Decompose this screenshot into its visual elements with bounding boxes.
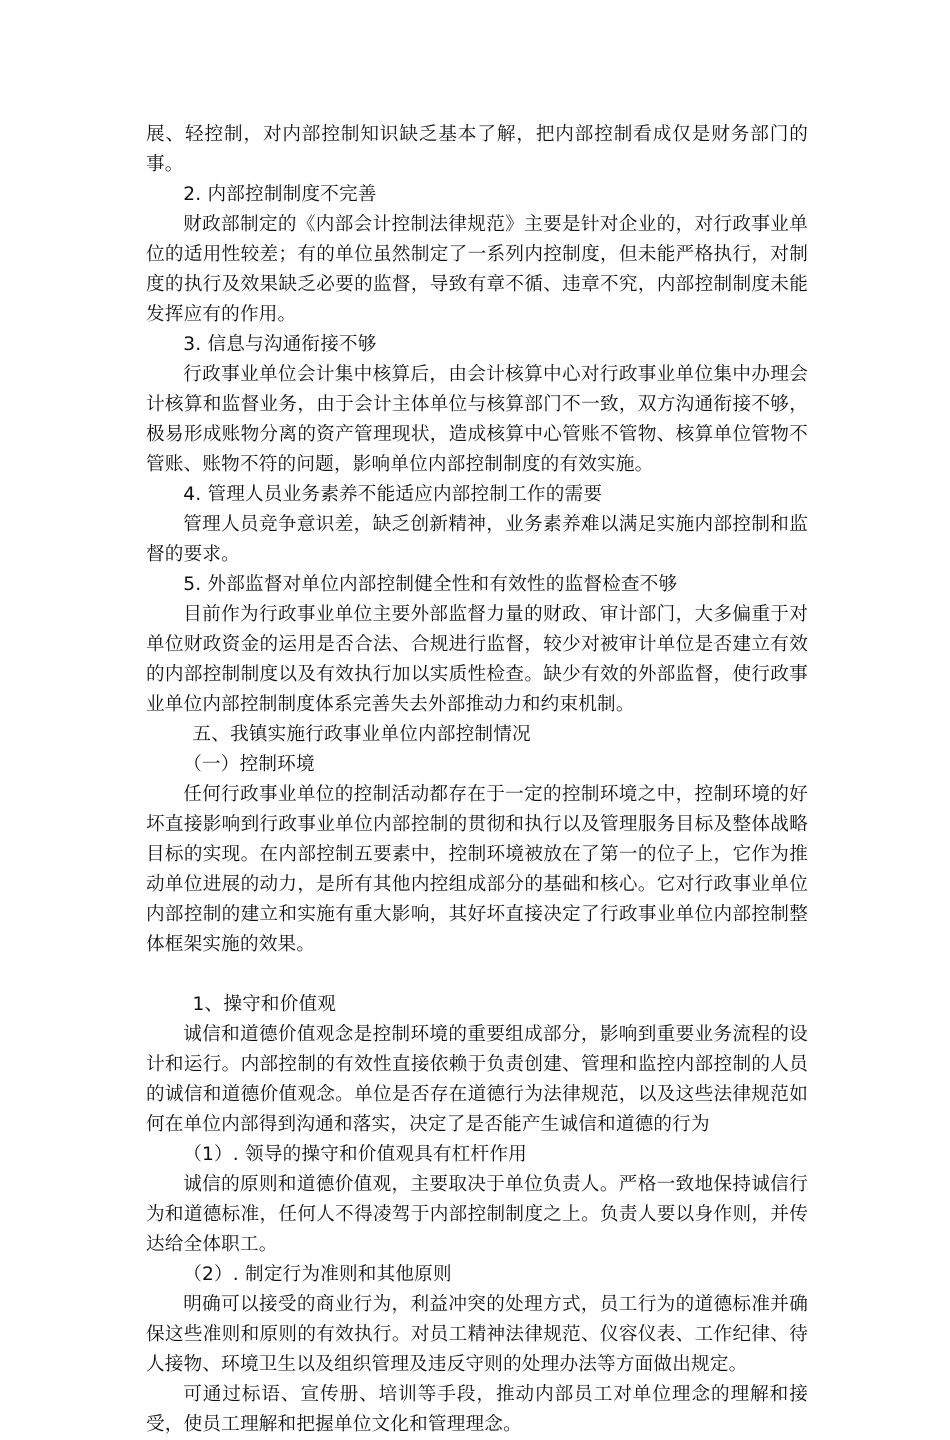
item-heading-integrity: 1、操守和价值观 bbox=[192, 994, 337, 1015]
paragraph-code-of-conduct: 明确可以接受的商业行为，利益冲突的处理方式，员工行为的道德标准并确保这些准则和原则的有效执行。对员工精神法律规范、仪容仪表、工作纪律、待人接物、环境卫生以及组织管理及违反守则的处理办法等方面做出规定。 bbox=[146, 1294, 808, 1375]
paragraph-information-communication: 行政事业单位会计集中核算后，由会计核算中心对行政事业单位集中办理会计核算和监督业务，由于会计主体单位与核算部门不一致，双方沟通衔接不够，极易形成账物分离的资产管理现状，造成核算中心管账不管物、核算单位管物不管账、账物不符的问题，影响单位内部控制制度的有效实施。 bbox=[146, 364, 808, 475]
subitem-heading-leadership: （1）. 领导的操守和价值观具有杠杆作用 bbox=[183, 1144, 527, 1165]
subitem-heading-code-of-conduct: （2）. 制定行为准则和其他原则 bbox=[183, 1264, 452, 1285]
heading-information-communication: 3. 信息与沟通衔接不够 bbox=[183, 334, 377, 355]
paragraph-control-environment: 任何行政事业单位的控制活动都存在于一定的控制环境之中，控制环境的好坏直接影响到行政事业单位内部控制的贯彻和执行以及管理服务目标及整体战略目标的实现。在内部控制五要素中，控制环境被放在了第一的位子上，它作为推动单位进展的动力，是所有其他内控组成部分的基础和核心。它对行政事业单位内部控制的建立和实施有重大影响，其好坏直接决定了行政事业单位内部控制整体框架实施的效果。 bbox=[146, 784, 808, 955]
blank-line bbox=[146, 960, 808, 990]
heading-external-supervision: 5. 外部监督对单位内部控制健全性和有效性的监督检查不够 bbox=[183, 574, 678, 595]
paragraph-promotion: 可通过标语、宣传册、培训等手段，推动内部员工对单位理念的理解和接受，使员工理解和把握单位文化和管理理念。 bbox=[146, 1384, 808, 1435]
heading-internal-control-system: 2. 内部控制制度不完善 bbox=[183, 184, 377, 205]
continuation-paragraph: 展、轻控制，对内部控制知识缺乏基本了解，把内部控制看成仅是财务部门的事。 bbox=[146, 124, 808, 175]
paragraph-external-supervision: 目前作为行政事业单位主要外部监督力量的财政、审计部门，大多偏重于对单位财政资金的运用是否合法、合规进行监督，较少对被审计单位是否建立有效的内部控制制度以及有效执行加以实质性检查。缺少有效的外部监督，使行政事业单位内部控制制度体系完善失去外部推动力和约束机制。 bbox=[146, 604, 808, 715]
heading-management-quality: 4. 管理人员业务素养不能适应内部控制工作的需要 bbox=[183, 484, 603, 505]
subheading-control-environment: （一）控制环境 bbox=[183, 754, 315, 775]
document-body bbox=[146, 120, 808, 1440]
paragraph-leadership: 诚信的原则和道德价值观，主要取决于单位负责人。严格一致地保持诚信行为和道德标准，任何人不得凌驾于内部控制制度之上。负责人要以身作则，并传达给全体职工。 bbox=[146, 1174, 808, 1255]
paragraph-management-quality: 管理人员竞争意识差，缺乏创新精神，业务素养难以满足实施内部控制和监督的要求。 bbox=[146, 514, 808, 565]
section-heading-five: 五、我镇实施行政事业单位内部控制情况 bbox=[192, 724, 531, 745]
paragraph-integrity: 诚信和道德价值观念是控制环境的重要组成部分，影响到重要业务流程的设计和运行。内部控制的有效性直接依赖于负责创建、管理和监控内部控制的人员的诚信和道德价值观念。单位是否存在道德行为法律规范，以及这些法律规范如何在单位内部得到沟通和落实，决定了是否能产生诚信和道德的行为 bbox=[146, 1024, 808, 1135]
paragraph-internal-control-system: 财政部制定的《内部会计控制法律规范》主要是针对企业的，对行政事业单位的适用性较差；有的单位虽然制定了一系列内控制度，但未能严格执行，对制度的执行及效果缺乏必要的监督，导致有章不循、违章不究，内部控制制度未能发挥应有的作用。 bbox=[146, 214, 808, 325]
